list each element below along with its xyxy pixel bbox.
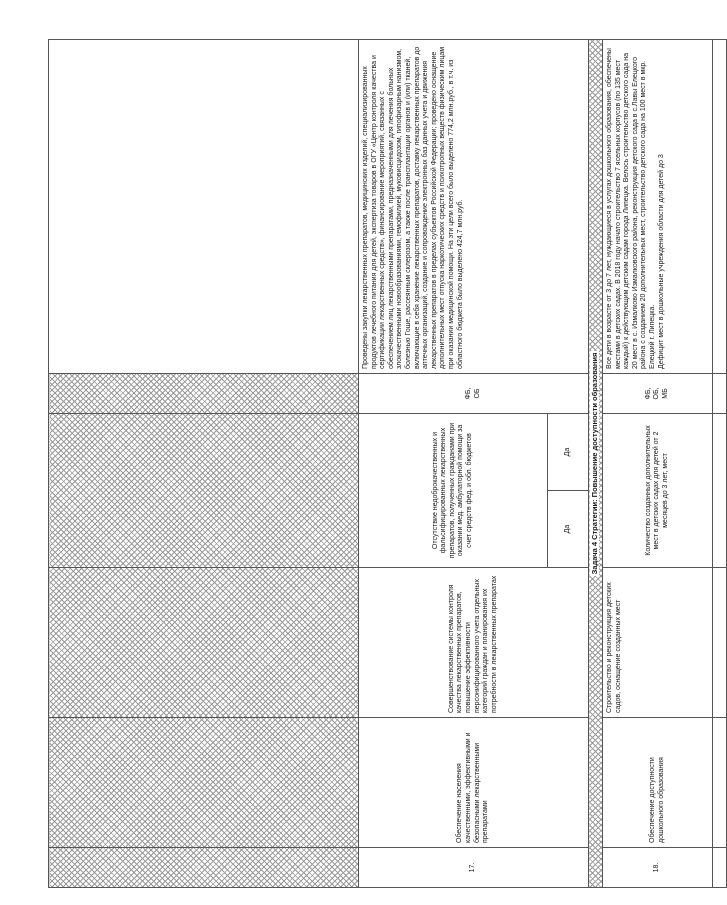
strategy-table (48, 39, 727, 888)
task-name-cell (49, 718, 359, 848)
indicator-text: Количество созданных дополнительных мест в детских садах для детей от 2 месяцев до 3 лет, мест (603, 414, 713, 568)
funding-source: ФБ, ОБ, МБ (603, 374, 713, 414)
table-row (359, 40, 589, 888)
task-name: Обеспечение населения качественными, эффективными и безопасными лекарственными препаратами (359, 718, 589, 848)
indicator-values (547, 414, 588, 567)
indicator-cell (49, 414, 359, 568)
indicator-cell (359, 414, 589, 568)
indicator-text: Отсутствие недоброкачественных и фальсифицированных лекарственных препаратов, полученных гражданами при оказании мед. амбулаторной помощи за счет средств фед. и обл. бюджетов (431, 422, 473, 559)
rotated-page (48, 40, 669, 888)
measure-cell (49, 568, 359, 718)
table-row (603, 40, 713, 888)
measure-text: Строительство и реконструкция детских садов, оснащение созданных мест (603, 568, 713, 718)
section-banner-text: Задача 4 Стратегии: Повышение доступности образования (590, 352, 599, 575)
empty-cell (713, 718, 727, 848)
empty-cell (713, 40, 727, 374)
empty-cell (713, 374, 727, 414)
table-row (713, 40, 727, 888)
empty-cell (713, 568, 727, 718)
task-name: Обеспечение доступности дошкольного образования (603, 718, 713, 848)
section-banner-row (589, 40, 603, 888)
empty-cell (713, 414, 727, 568)
result-text: Проведены закупки лекарственных препаратов, медицинских изделий, специализированных продуктов лечебного питания для детей, экспертиза товаров в ОГУ «Центр контроля качества и сертификации лекарственных средств», финансирование мероприятий, связанных с обеспечением лиц лекарственными препаратами, предназначенными для лечения больных злокачественными новообразованиями, гемофилией, муковисцидозом, гипофизарным нанизмом, болезнью Гоше, рассеянным склерозом, а также после трансплантации органов и (или) тканей, включающие в себя хранение лекарственных препаратов, доставку лекарственных препаратов до аптечных организаций, создание и сопровождение электронных баз данных учета и движения лекарственных препаратов в пределах субъектов Российской Федерации; проведено оснащение дополнительных мест отпуска наркотических средств и психотропных веществ физическим лицам при оказании медицинской помощи. На эти цели всего было выделено 774,2 млн.руб., в т.ч. из областного бюджета было выделено 424,7 млн.руб. (359, 40, 589, 374)
table-row (49, 40, 359, 888)
indicator-value-fact: Да (548, 414, 589, 491)
indicator-value-plan: Да (548, 491, 589, 568)
row-number: 18. (603, 848, 713, 888)
row-number: 17. (359, 848, 589, 888)
source-cell (49, 374, 359, 414)
result-text: Все дети в возрасте от 3 до 7 лет, нуждающиеся в услугах дошкольного образования, обеспечены местами в детских садах. В 2018 году начато строительство 7 ясельных корпусов (по 135 мест каждый) к действующим детским садам города Липецка. Велось строительство детского сада на 20 мест в с. Измалково Измалковского района, реконструкция детского сада в с.Лавы Елецкого района с созданием 20 дополнительных мест, строительство детского сада на 100 мест в мкр. Елецкий г. Липецка. Дефицит мест в дошкольные учреждения области для детей до 3 (603, 40, 713, 374)
row-number-cell (49, 848, 359, 888)
funding-source: ФБ, ОБ (359, 374, 589, 414)
measure-text: Совершенствование системы контроля качества лекарственных препаратов, повышение эффективности персонифицированного учета отдельных категорий граждан и планирования их потребности в лекарственных препаратах (359, 568, 589, 718)
empty-cell (713, 848, 727, 888)
result-cell (49, 40, 359, 374)
section-banner (589, 40, 603, 888)
